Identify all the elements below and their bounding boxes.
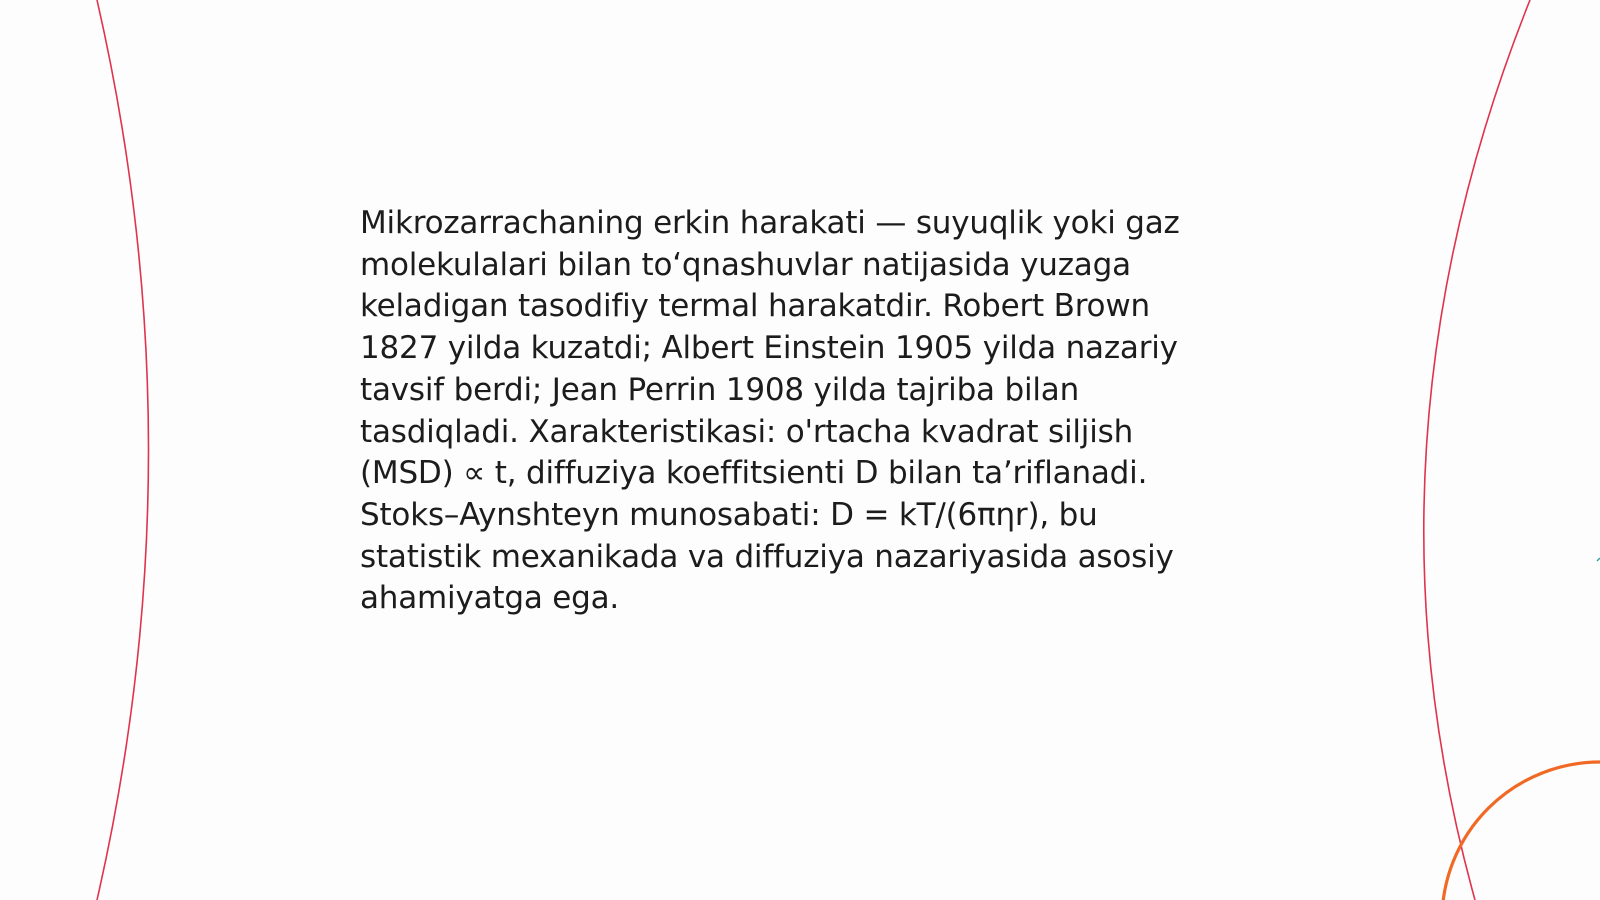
slide-body-text: [360, 203, 1240, 620]
left-curve: [97, 0, 149, 900]
paragraph-line: keladigan tasodifiy termal harakatdir. Robert Brown: [360, 288, 1150, 325]
paragraph-line: tavsif berdi; Jean Perrin 1908 yilda tajriba bilan: [360, 371, 1080, 408]
paragraph-line: molekulalari bilan toʻqnashuvlar natijasida yuzaga: [360, 246, 1131, 283]
paragraph-line: 1827 yilda kuzatdi; Albert Einstein 1905 yilda nazariy: [360, 330, 1178, 367]
paragraph-line: Stoks–Aynshteyn munosabati: D = kT/(6πηr), bu: [360, 496, 1098, 533]
paragraph-line: tasdiqladi. Xarakteristikasi: o'rtacha kvadrat siljish: [360, 413, 1134, 450]
right-curve: [1424, 0, 1530, 900]
paragraph-line: Mikrozarrachaning erkin harakati — suyuqlik yoki gaz: [360, 205, 1180, 241]
paragraph-line: statistik mexanikada va diffuziya nazariyasida asosiy: [360, 538, 1174, 575]
paragraph-line: (MSD) ∝ t, diffuziya koeffitsienti D bilan ta’riflanadi.: [360, 455, 1148, 492]
paragraph-line: ahamiyatga ega.: [360, 580, 620, 617]
orange-arc: [1442, 762, 1600, 900]
